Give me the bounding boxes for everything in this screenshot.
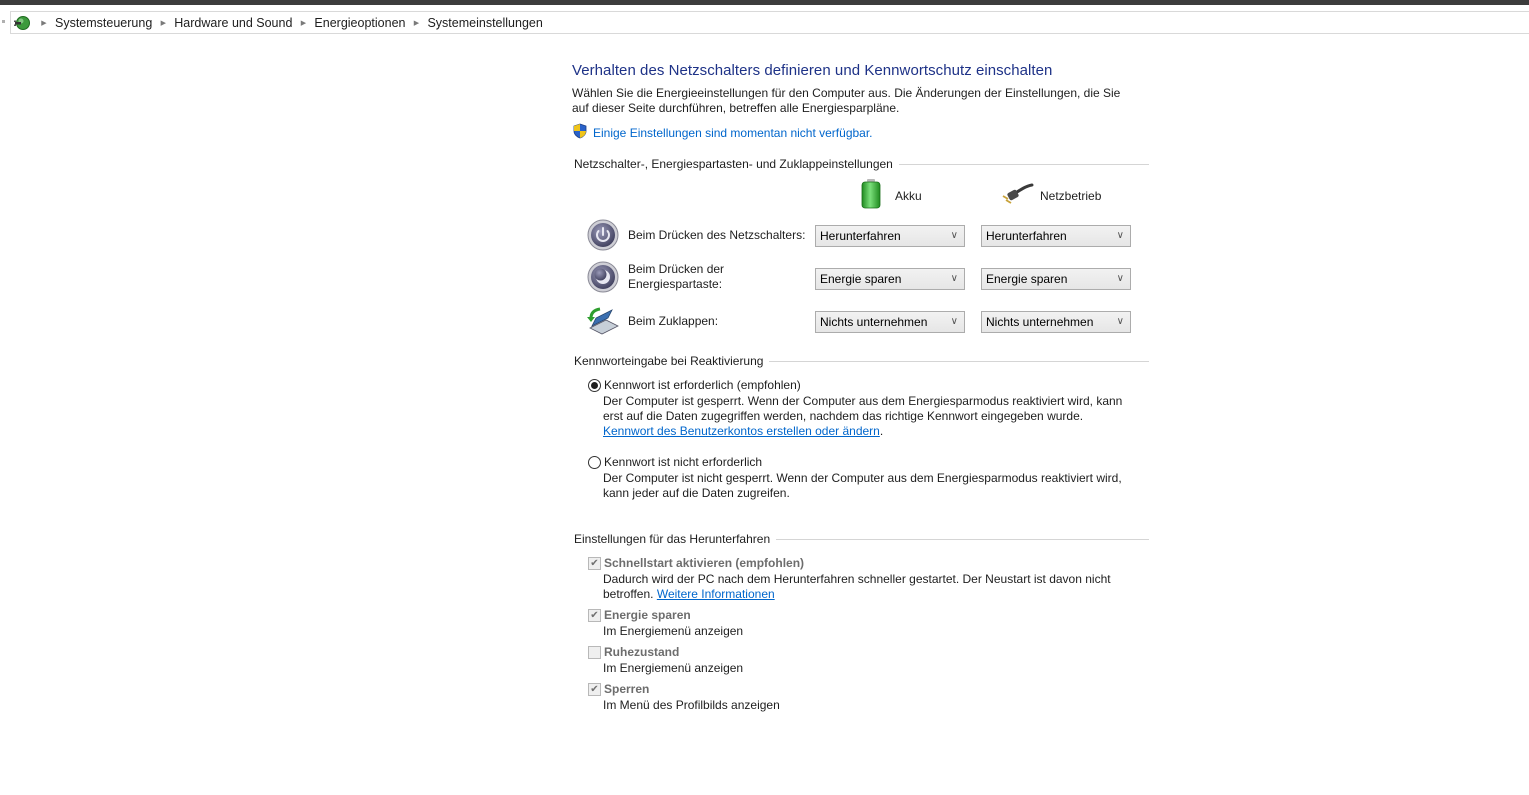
address-bar[interactable] <box>10 11 1529 34</box>
fast-startup-option <box>588 556 1133 602</box>
breadcrumb-hardware-und-sound[interactable]: Hardware und Sound <box>174 15 293 30</box>
chevron-down-icon: ∨ <box>950 273 958 284</box>
window-title-bar <box>0 0 1529 5</box>
lid-close-battery-select[interactable] <box>815 311 965 333</box>
lid-close-battery-value: Nichts unternehmen <box>820 315 928 329</box>
lid-close-plugged-value: Nichts unternehmen <box>986 315 1094 329</box>
power-buttons-header-label: Netzschalter-, Energiespartasten- und Zuklappeinstellungen <box>574 157 893 171</box>
change-password-link[interactable]: Kennwort des Benutzerkontos erstellen oder ändern <box>603 424 880 438</box>
link-suffix: . <box>879 424 884 438</box>
password-required-label[interactable]: Kennwort ist erforderlich (empfohlen) <box>604 378 801 392</box>
chevron-right-icon[interactable]: ▶ <box>300 19 307 27</box>
password-required-option <box>588 378 1133 439</box>
more-info-link[interactable]: Weitere Informationen <box>656 587 775 601</box>
chevron-right-icon[interactable]: ▶ <box>160 19 166 27</box>
sleep-button-battery-value: Energie sparen <box>820 272 902 286</box>
divider <box>769 361 1149 362</box>
lid-close-icon <box>586 304 620 338</box>
nav-indicator <box>2 20 5 23</box>
hibernate-option <box>588 645 1133 676</box>
divider <box>899 164 1149 165</box>
password-required-desc <box>603 394 1133 439</box>
power-button-row <box>586 218 808 252</box>
uac-shield-icon <box>572 123 588 142</box>
shutdown-header <box>574 532 1149 546</box>
hibernate-checkbox[interactable] <box>588 646 601 659</box>
notice <box>572 123 1152 142</box>
lock-desc: Im Menü des Profilbilds anzeigen <box>603 698 780 712</box>
sleep-desc: Im Energiemenü anzeigen <box>603 624 744 638</box>
power-button-icon <box>586 218 620 252</box>
power-button-battery-select[interactable] <box>815 225 965 247</box>
password-not-required-option <box>588 455 1133 501</box>
shutdown-header-label: Einstellungen für das Herunterfahren <box>574 532 771 546</box>
chevron-down-icon: ∨ <box>1116 230 1124 241</box>
chevron-down-icon: ∨ <box>950 230 958 241</box>
password-not-required-label[interactable]: Kennwort ist nicht erforderlich <box>604 455 763 469</box>
column-battery-label: Akku <box>895 188 922 203</box>
password-required-radio[interactable] <box>588 379 601 392</box>
sleep-option <box>588 608 1133 639</box>
lock-label: Sperren <box>604 682 650 696</box>
sleep-button-label: Beim Drücken der Energiespartaste: <box>628 262 725 291</box>
power-button-plugged-value: Herunterfahren <box>986 229 1067 243</box>
chevron-down-icon: ∨ <box>1116 316 1124 327</box>
fast-startup-label: Schnellstart aktivieren (empfohlen) <box>604 556 805 570</box>
power-buttons-header <box>574 157 1149 171</box>
hibernate-desc: Im Energiemenü anzeigen <box>603 661 744 675</box>
sleep-button-plugged-select[interactable] <box>981 268 1131 290</box>
chevron-down-icon: ∨ <box>950 316 958 327</box>
column-plugged-in <box>1002 182 1101 209</box>
power-button-battery-value: Herunterfahren <box>820 229 901 243</box>
breadcrumb-energieoptionen[interactable]: Energieoptionen <box>314 15 406 30</box>
power-button-plugged-select[interactable] <box>981 225 1131 247</box>
sleep-checkbox[interactable]: ✔ <box>588 609 601 622</box>
lid-close-plugged-select[interactable] <box>981 311 1131 333</box>
divider <box>776 539 1149 540</box>
unavailable-settings-link[interactable]: Einige Einstellungen sind momentan nicht verfügbar. <box>593 125 873 140</box>
chevron-right-icon[interactable]: ▶ <box>413 19 420 27</box>
hibernate-label: Ruhezustand <box>604 645 680 659</box>
intro-text: Wählen Sie die Energieeinstellungen für den Computer aus. Die Änderungen der Einstellungen, die Sie auf dieser Seite durchführen, betreffen alle Energiesparpläne. <box>572 86 1121 115</box>
breadcrumb-systemsteuerung[interactable]: Systemsteuerung <box>55 15 153 30</box>
lid-close-label: Beim Zuklappen: <box>628 313 719 328</box>
sleep-button-plugged-value: Energie sparen <box>986 272 1068 286</box>
power-button-label: Beim Drücken des Netzschalters: <box>628 227 806 242</box>
fast-startup-checkbox[interactable]: ✔ <box>588 557 601 570</box>
main-content <box>572 62 1152 742</box>
chevron-right-icon[interactable]: ▶ <box>41 19 47 27</box>
password-required-desc-text: Der Computer ist gesperrt. Wenn der Computer aus dem Energiesparmodus reaktiviert wird, kann erst auf die Daten zugegriffen werden, nachdem das richtige Kennwort eingegeben wurde. <box>603 394 1123 423</box>
fast-startup-desc-text: Dadurch wird der PC nach dem Herunterfahren schneller gestartet. Der Neustart ist davon nicht betroffen. <box>603 572 1111 601</box>
chevron-down-icon: ∨ <box>1116 273 1124 284</box>
sleep-button-battery-select[interactable] <box>815 268 965 290</box>
sleep-button-icon <box>586 260 620 294</box>
page-title: Verhalten des Netzschalters definieren und Kennwortschutz einschalten <box>572 62 1053 79</box>
lid-close-row <box>586 304 808 338</box>
password-header <box>574 354 1149 368</box>
power-plug-icon <box>1002 182 1036 209</box>
sleep-label: Energie sparen <box>604 608 691 622</box>
breadcrumb-systemeinstellungen[interactable]: Systemeinstellungen <box>427 15 543 30</box>
password-header-label: Kennworteingabe bei Reaktivierung <box>574 354 764 368</box>
password-not-required-radio[interactable] <box>588 456 601 469</box>
sleep-button-row <box>586 260 748 294</box>
column-battery <box>860 178 922 213</box>
column-plugged-in-label: Netzbetrieb <box>1040 188 1102 203</box>
password-not-required-desc: Der Computer ist nicht gesperrt. Wenn der Computer aus dem Energiesparmodus reaktiviert wird, kann jeder auf die Daten zugreifen. <box>603 471 1122 500</box>
lock-option <box>588 682 1133 713</box>
battery-icon <box>860 178 882 213</box>
fast-startup-desc <box>603 572 1133 602</box>
control-panel-power-icon <box>13 13 33 33</box>
lock-checkbox[interactable]: ✔ <box>588 683 601 696</box>
